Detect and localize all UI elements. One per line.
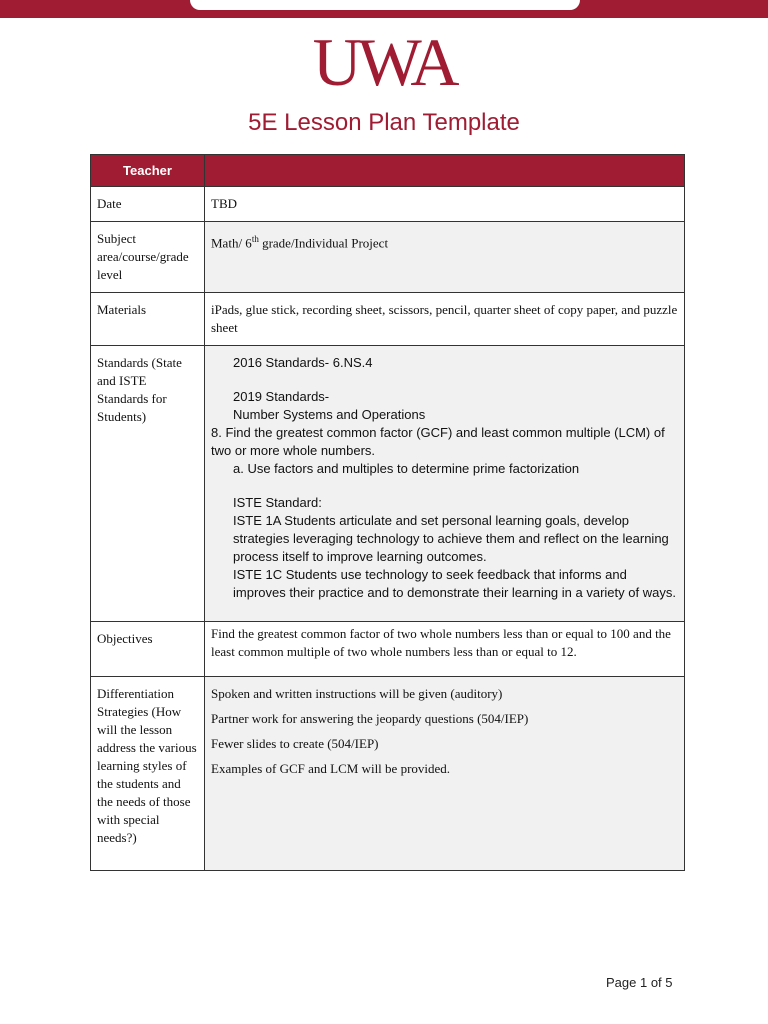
differentiation-value xyxy=(205,677,685,871)
standard-gcf: 8. Find the greatest common factor (GCF) and least common multiple (LCM) of two or more whole numbers. xyxy=(211,425,665,458)
standard-2016: 2016 Standards- 6.NS.4 xyxy=(233,355,373,370)
differentiation-item: Partner work for answering the jeopardy questions (504/IEP) xyxy=(211,711,529,726)
subject-value-sup: th xyxy=(251,234,259,244)
differentiation-row xyxy=(91,677,685,871)
teacher-value[interactable] xyxy=(205,155,685,187)
date-label: Date xyxy=(91,187,205,222)
document-title: 5E Lesson Plan Template xyxy=(248,109,520,136)
teacher-row xyxy=(91,155,685,187)
subject-row xyxy=(91,222,685,293)
materials-row xyxy=(91,293,685,346)
subject-value xyxy=(205,222,685,293)
standards-value xyxy=(205,346,685,622)
page-number: Page 1 of 5 xyxy=(606,975,673,990)
subject-value-post: grade/Individual Project xyxy=(258,235,389,251)
subject-label: Subject area/course/grade level xyxy=(91,222,205,293)
iste-heading: ISTE Standard: xyxy=(233,495,322,510)
teacher-label: Teacher xyxy=(91,155,205,187)
lesson-plan-table xyxy=(90,154,685,871)
differentiation-label: Differentiation Strategies (How will the lesson address the various learning styles of the students and the needs of those with special needs?) xyxy=(91,677,205,871)
uwa-logo: UWA xyxy=(312,24,456,100)
differentiation-item: Examples of GCF and LCM will be provided. xyxy=(211,761,451,776)
iste-1a: ISTE 1A Students articulate and set personal learning goals, develop strategies leveraging technology to achieve them and reflect on the learning process itself to improve learning outcomes. xyxy=(233,513,669,564)
standards-row xyxy=(91,346,685,622)
date-row xyxy=(91,187,685,222)
objectives-label: Objectives xyxy=(91,622,205,677)
date-value: TBD xyxy=(205,187,685,222)
standard-2019: 2019 Standards- xyxy=(233,389,330,404)
top-banner-tab xyxy=(190,0,580,10)
differentiation-item: Fewer slides to create (504/IEP) xyxy=(211,736,379,751)
standard-factorization: a. Use factors and multiples to determine prime factorization xyxy=(233,461,580,476)
subject-value-pre: Math/ 6 xyxy=(211,235,252,251)
objectives-row xyxy=(91,622,685,677)
standard-nso: Number Systems and Operations xyxy=(233,407,426,422)
differentiation-item: Spoken and written instructions will be given (auditory) xyxy=(211,686,503,701)
materials-value: iPads, glue stick, recording sheet, scissors, pencil, quarter sheet of copy paper, and puzzle sheet xyxy=(205,293,685,346)
standards-label: Standards (State and ISTE Standards for Students) xyxy=(91,346,205,622)
iste-1c: ISTE 1C Students use technology to seek feedback that informs and improves their practice and to demonstrate their learning in a variety of ways. xyxy=(233,567,676,600)
materials-label: Materials xyxy=(91,293,205,346)
objectives-value: Find the greatest common factor of two whole numbers less than or equal to 100 and the least common multiple of two whole numbers less than or equal to 12. xyxy=(205,622,685,677)
